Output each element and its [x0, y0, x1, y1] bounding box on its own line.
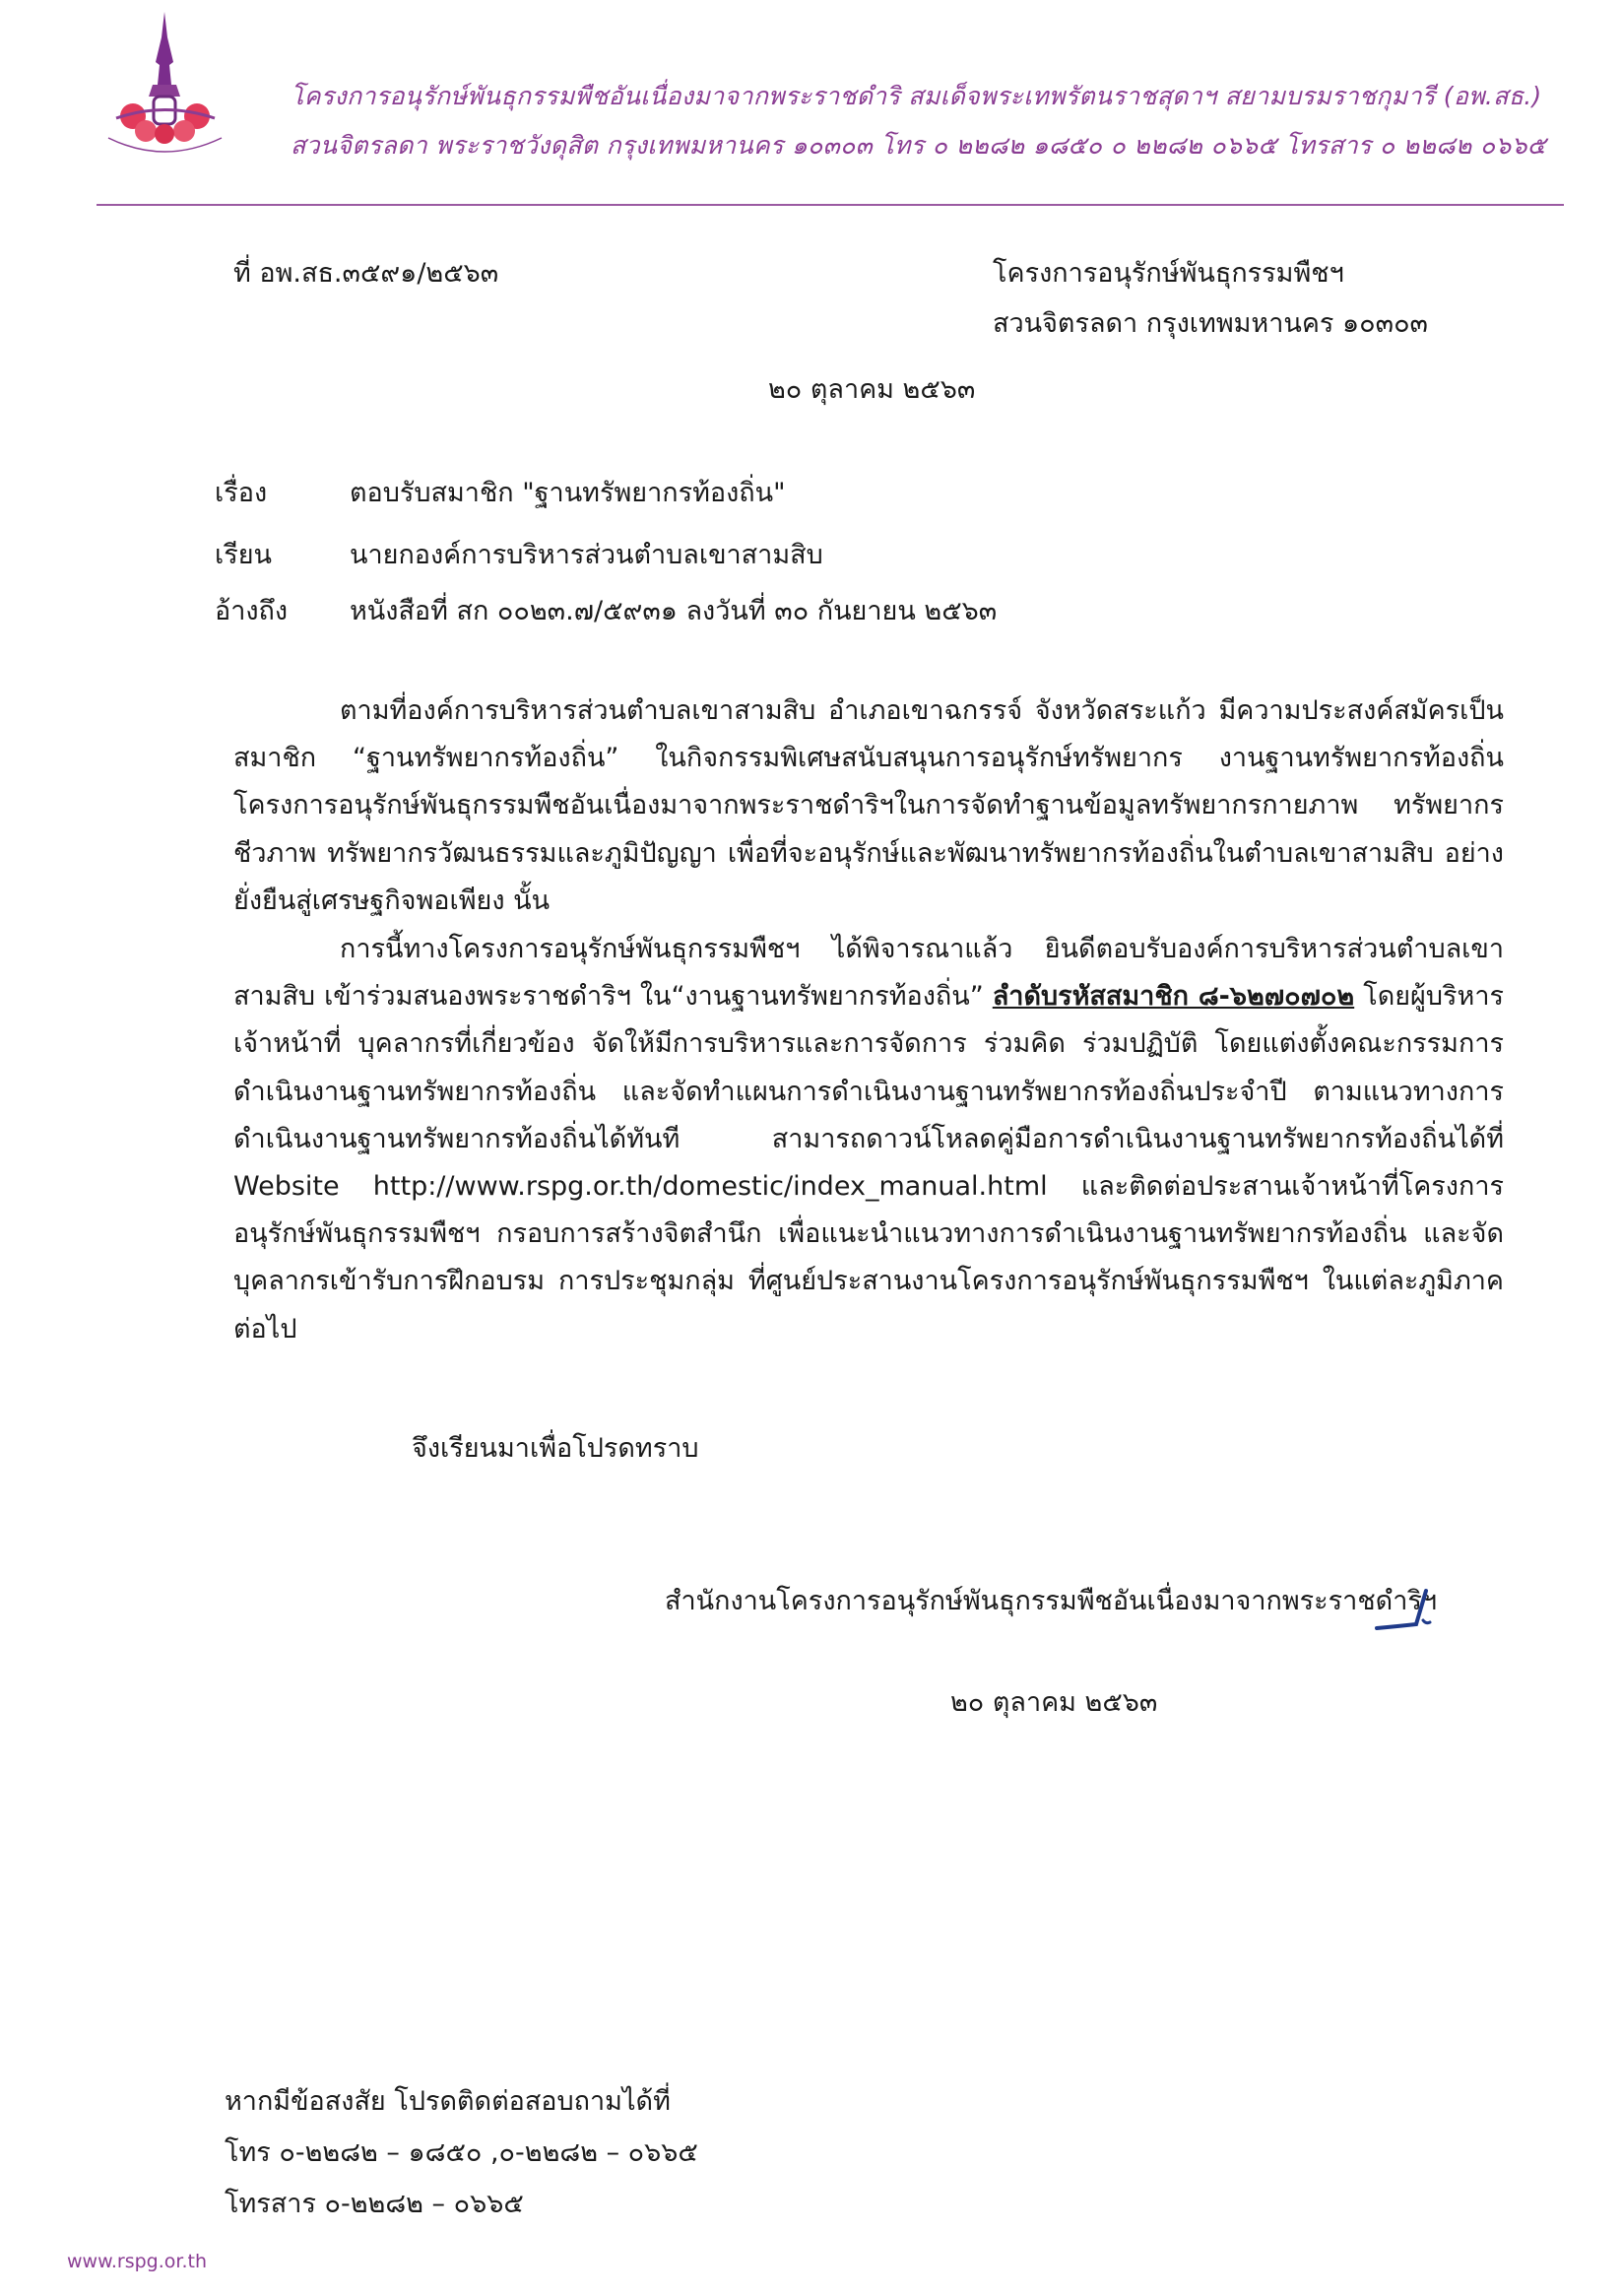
closing-text: จึงเรียนมาเพื่อโปรดทราบ [412, 1433, 699, 1464]
member-code: ลำดับรหัสสมาชิก ๘-๖๒๗๐๗๐๒ [992, 981, 1355, 1013]
rspg-emblem-logo [98, 8, 231, 156]
refer-label: อ้างถึง [215, 596, 289, 626]
sender-line-1: โครงการอนุรักษ์พันธุกรรมพืชฯ [993, 258, 1344, 289]
signatory-office: สำนักงานโครงการอนุรักษ์พันธุกรรมพืชอันเนื่องมาจากพระราชดำริฯ [665, 1586, 1438, 1616]
footer-website: www.rspg.or.th [67, 2251, 208, 2272]
contact-fax: โทรสาร ๐-๒๒๘๒ – ๐๖๖๕ [225, 2189, 524, 2219]
to-label: เรียน [215, 540, 273, 570]
signature-mark [1369, 1581, 1448, 1640]
body-paragraph-2 [233, 926, 1504, 1353]
letterhead-line-2: สวนจิตรลดา พระราชวังดุสิต กรุงเทพมหานคร ๑๐๓๐๓ โทร ๐ ๒๒๘๒ ๑๘๕๐ ๐ ๒๒๘๒ ๐๖๖๕ โทรสาร ๐ ๒๒๘๒ ๐๖๖๕ [291, 131, 1546, 160]
to-text: นายกองค์การบริหารส่วนตำบลเขาสามสิบ [350, 540, 823, 570]
sign-date: ๒๐ ตุลาคม ๒๕๖๓ [950, 1687, 1158, 1718]
contact-phone: โทร ๐-๒๒๘๒ – ๑๘๕๐ ,๐-๒๒๘๒ – ๐๖๖๕ [225, 2137, 698, 2168]
sender-line-2: สวนจิตรลดา กรุงเทพมหานคร ๑๐๓๐๓ [993, 308, 1429, 339]
subject-label: เรื่อง [215, 478, 268, 508]
reference-number: ที่ อพ.สธ.๓๕๙๑/๒๕๖๓ [233, 258, 499, 289]
letter-date: ๒๐ ตุลาคม ๒๕๖๓ [768, 374, 976, 405]
paragraph-2-intro: การนี้ทางโครงการอนุรักษ์พันธุกรรมพืชฯ ได้พิจารณาแล้ว ยินดีตอบรับองค์การบริหารส่วนตำบลเขาสามสิบ เข้าร่วมสนองพระราชดำริฯ ใน“งานฐานทรัพยากรท้องถิ่น” [233, 934, 1504, 1013]
refer-text: หนังสือที่ สก ๐๐๒๓.๗/๕๙๓๑ ลงวันที่ ๓๐ กันยายน ๒๕๖๓ [350, 596, 998, 626]
contact-intro: หากมีข้อสงสัย โปรดติดต่อสอบถามได้ที่ [225, 2086, 671, 2117]
letterhead-line-1: โครงการอนุรักษ์พันธุกรรมพืชอันเนื่องมาจากพระราชดำริ สมเด็จพระเทพรัตนราชสุดาฯ สยามบรมราชกุมารี (อพ.สธ.) [291, 82, 1542, 110]
body-paragraph-1: ตามที่องค์การบริหารส่วนตำบลเขาสามสิบ อำเภอเขาฉกรรจ์ จังหวัดสระแก้ว มีความประสงค์สมัครเป็นสมาชิก “ฐานทรัพยากรท้องถิ่น” ในกิจกรรมพิเศษสนับสนุนการอนุรักษ์ทรัพยากร งานฐานทรัพยากรท้องถิ่น โครงการอนุรักษ์พันธุกรรมพืชอันเนื่องมาจากพระราชดำริฯในการจัดทำฐานข้อมูลทรัพยากรกายภาพ ทรัพยากรชีวภาพ ทรัพยากรวัฒนธรรมและภูมิปัญญา เพื่อที่จะอนุรักษ์และพัฒนาทรัพยากรท้องถิ่นในตำบลเขาสามสิบ อย่างยั่งยืนสู่เศรษฐกิจพอเพียง นั้น [233, 695, 1504, 916]
paragraph-2-body: โดยผู้บริหาร เจ้าหน้าที่ บุคลากรที่เกี่ยวข้อง จัดให้มีการบริหารและการจัดการ ร่วมคิด ร่วมปฏิบัติ โดยแต่งตั้งคณะกรรมการดำเนินงานฐานทรัพยากรท้องถิ่น และจัดทำแผนการดำเนินงานฐานทรัพยากรท้องถิ่นประจำปี ตามแนวทางการดำเนินงานฐานทรัพยากรท้องถิ่นได้ทันที สามารถดาวน์โหลดคู่มือการดำเนินงานฐานทรัพยากรท้องถิ่นได้ที่ Website http://www.rspg.or.th/domestic/index_manual.html และติดต่อประสานเจ้าหน้าที่โครงการอนุรักษ์พันธุกรรมพืชฯ กรอบการสร้างจิตสำนึก เพื่อแนะนำแนวทางการดำเนินงานฐานทรัพยากรท้องถิ่น และจัดบุคลากรเข้ารับการฝึกอบรม การประชุมกลุ่ม ที่ศูนย์ประสานงานโครงการอนุรักษ์พันธุกรรมพืชฯ ในแต่ละภูมิภาคต่อไป [233, 981, 1504, 1345]
letterhead-divider [97, 204, 1564, 206]
subject-text: ตอบรับสมาชิก "ฐานทรัพยากรท้องถิ่น" [350, 478, 786, 508]
